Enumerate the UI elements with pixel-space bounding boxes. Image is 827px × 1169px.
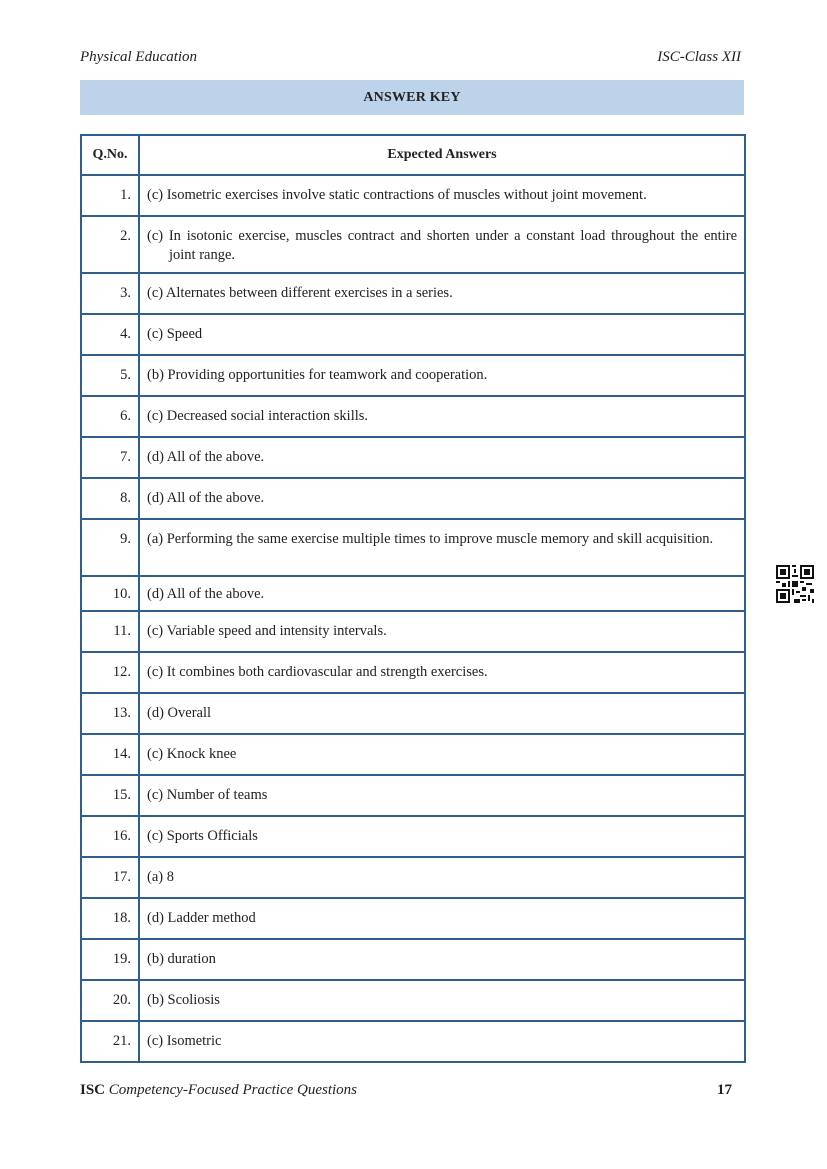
- answer-text: (c) Variable speed and intensity intervals.: [147, 623, 387, 639]
- answer-cell: [139, 898, 745, 939]
- question-number: 14.: [81, 734, 139, 775]
- table-row: [81, 898, 745, 939]
- table-row: [81, 693, 745, 734]
- table-row: [81, 314, 745, 355]
- question-number: 15.: [81, 775, 139, 816]
- answer-text: (b) duration: [147, 951, 216, 967]
- table-row: [81, 175, 745, 216]
- question-number: 2.: [81, 216, 139, 273]
- answer-text: (d) All of the above.: [147, 449, 265, 465]
- answer-cell: [139, 519, 745, 576]
- running-header-class: ISC-Class XII: [657, 49, 741, 65]
- table-row: [81, 576, 745, 611]
- answer-text: (a) 8: [147, 869, 174, 885]
- question-number: 20.: [81, 980, 139, 1021]
- answer-text: (d) Overall: [147, 705, 212, 721]
- answer-cell: [139, 775, 745, 816]
- table-header-row: [81, 135, 745, 175]
- answer-cell: [139, 611, 745, 652]
- answer-table: [80, 134, 746, 1063]
- answer-text: (a) Performing the same exercise multiple times to improve muscle memory and skill acquisition.: [147, 531, 714, 547]
- question-number: 13.: [81, 693, 139, 734]
- answer-text: (c) Number of teams: [147, 787, 268, 803]
- table-row: [81, 857, 745, 898]
- question-number: 6.: [81, 396, 139, 437]
- answer-cell: [139, 396, 745, 437]
- answer-key-banner: [80, 80, 744, 115]
- answer-text: (c) Isometric: [147, 1033, 222, 1049]
- table-row: [81, 437, 745, 478]
- answer-cell: [139, 355, 745, 396]
- table-row: [81, 478, 745, 519]
- answer-cell: [139, 980, 745, 1021]
- question-number: 4.: [81, 314, 139, 355]
- page-number: 17: [717, 1082, 732, 1098]
- answer-cell: [139, 939, 745, 980]
- answer-text: (c) In isotonic exercise, muscles contract and shorten under a constant load throughout the entire joint range.: [147, 228, 737, 263]
- question-number: 21.: [81, 1021, 139, 1062]
- column-header-qno: Q.No.: [81, 135, 139, 175]
- table-row: [81, 396, 745, 437]
- answer-cell: [139, 693, 745, 734]
- running-header-subject: Physical Education: [80, 49, 198, 65]
- answer-cell: [139, 175, 745, 216]
- answer-cell: [139, 576, 745, 611]
- question-number: 5.: [81, 355, 139, 396]
- table-row: [81, 216, 745, 273]
- question-number: 19.: [81, 939, 139, 980]
- answer-text: (d) All of the above.: [147, 490, 265, 506]
- question-number: 12.: [81, 652, 139, 693]
- question-number: 1.: [81, 175, 139, 216]
- table-row: [81, 355, 745, 396]
- footer-title: [80, 1082, 357, 1099]
- answer-cell: [139, 734, 745, 775]
- question-number: 11.: [81, 611, 139, 652]
- question-number: 16.: [81, 816, 139, 857]
- table-row: [81, 980, 745, 1021]
- answer-cell: [139, 314, 745, 355]
- answer-cell: [139, 478, 745, 519]
- question-number: 9.: [81, 519, 139, 576]
- answer-cell: [139, 273, 745, 314]
- answer-text: (b) Scoliosis: [147, 992, 220, 1008]
- answer-text: (c) Speed: [147, 326, 203, 342]
- table-row: [81, 775, 745, 816]
- answer-text: (d) Ladder method: [147, 910, 256, 926]
- answer-cell: [139, 816, 745, 857]
- table-row: [81, 816, 745, 857]
- table-row: [81, 652, 745, 693]
- answer-cell: [139, 652, 745, 693]
- footer-brand: ISC: [80, 1082, 106, 1098]
- question-number: 10.: [81, 576, 139, 611]
- column-header-answers: Expected Answers: [139, 135, 745, 175]
- question-number: 8.: [81, 478, 139, 519]
- answer-text: (d) All of the above.: [147, 586, 265, 602]
- footer-subtitle: Competency-Focused Practice Questions: [108, 1082, 358, 1098]
- answer-cell: [139, 437, 745, 478]
- question-number: 7.: [81, 437, 139, 478]
- qr-code-icon[interactable]: [776, 565, 814, 603]
- answer-text: (c) Decreased social interaction skills.: [147, 408, 369, 424]
- answer-text: (c) Sports Officials: [147, 828, 258, 844]
- table-row: [81, 939, 745, 980]
- answer-cell: [139, 1021, 745, 1062]
- answer-text: (c) Alternates between different exercises in a series.: [147, 285, 453, 301]
- answer-text: (b) Providing opportunities for teamwork and cooperation.: [147, 367, 488, 383]
- answer-cell: [139, 216, 745, 273]
- answer-text: (c) Knock knee: [147, 746, 237, 762]
- answer-cell: [139, 857, 745, 898]
- table-row: [81, 734, 745, 775]
- table-row: [81, 519, 745, 576]
- question-number: 17.: [81, 857, 139, 898]
- table-row: [81, 611, 745, 652]
- answer-text: (c) Isometric exercises involve static contractions of muscles without joint movement.: [147, 187, 647, 203]
- answer-text: (c) It combines both cardiovascular and strength exercises.: [147, 664, 488, 680]
- table-row: [81, 1021, 745, 1062]
- answer-key-title: ANSWER KEY: [363, 89, 461, 105]
- question-number: 3.: [81, 273, 139, 314]
- question-number: 18.: [81, 898, 139, 939]
- table-row: [81, 273, 745, 314]
